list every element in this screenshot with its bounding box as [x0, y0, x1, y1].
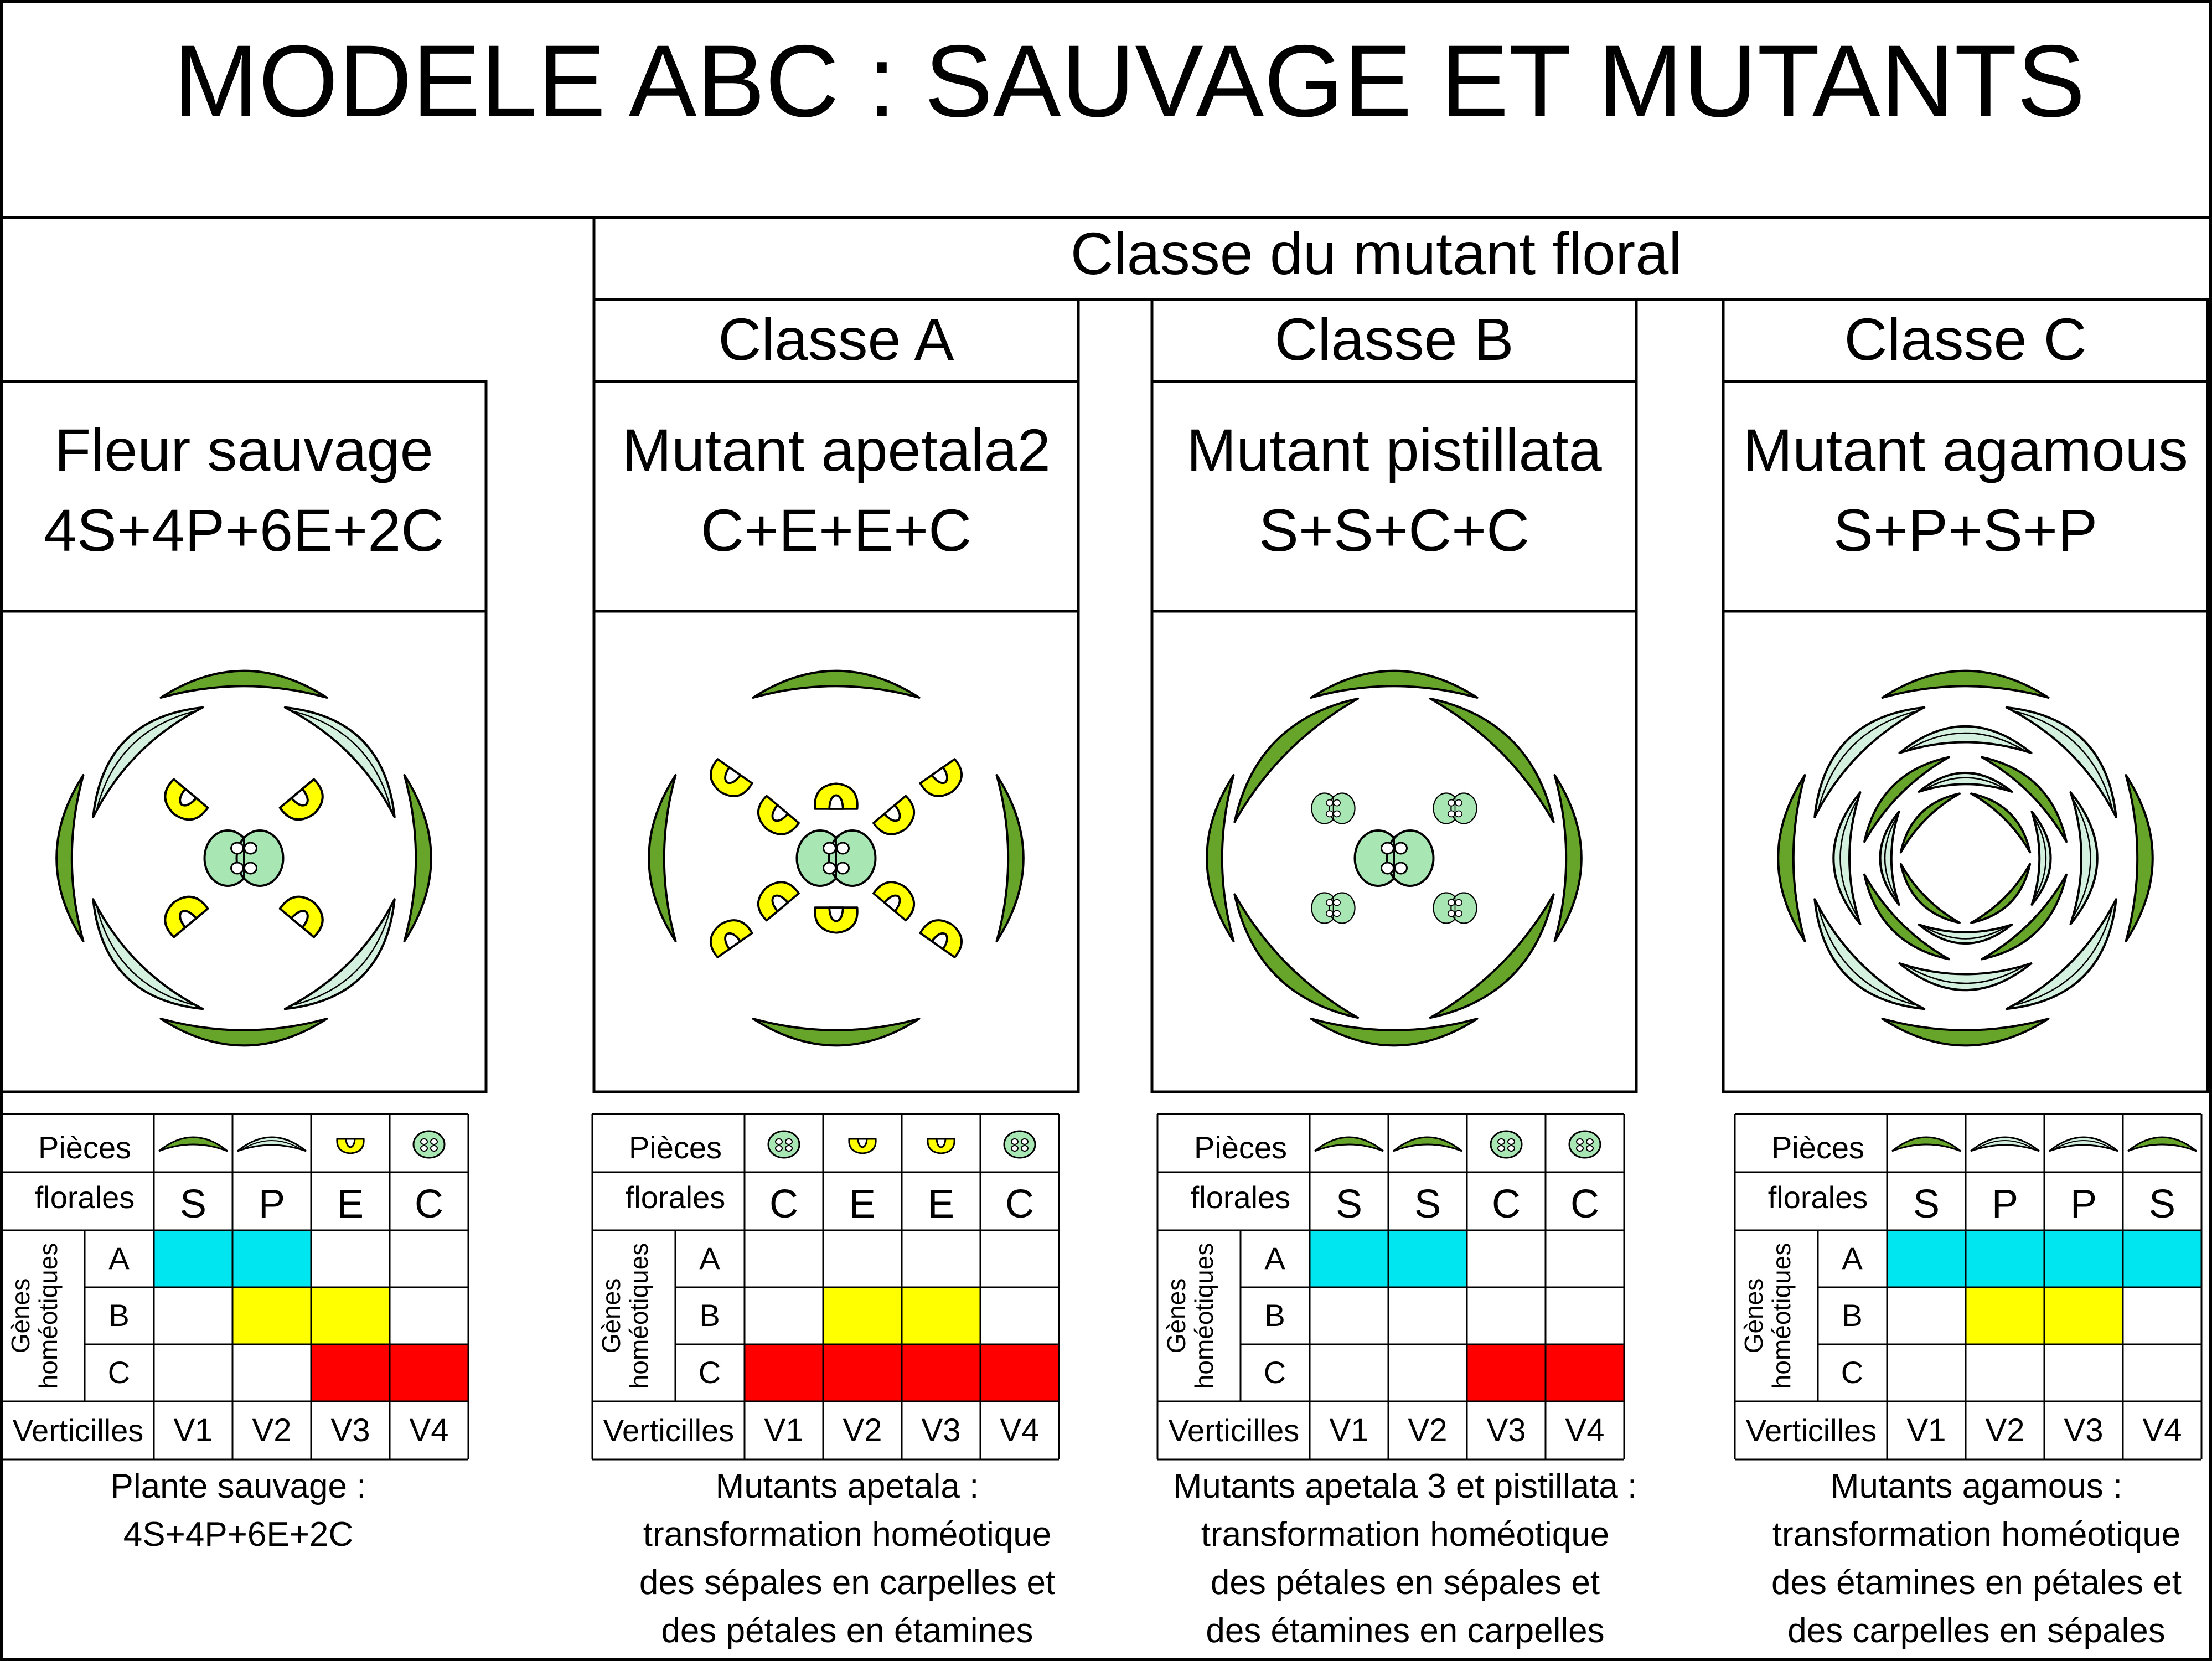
carpel-shape: [1433, 893, 1476, 924]
organ-icon-C: [768, 1131, 799, 1158]
caption-line: transformation homéotique: [1772, 1515, 2181, 1554]
stamen-shape: [280, 779, 331, 828]
pieces-label: florales: [1767, 1180, 1868, 1215]
panel-1: [2, 381, 486, 1554]
abc-table: [592, 1114, 1059, 1459]
sepal-shape: [2126, 775, 2153, 941]
organ-letter: P: [1991, 1182, 2019, 1226]
sepal-shape: [1883, 671, 2049, 698]
sepal-shape: [1207, 775, 1233, 941]
sepal-shape: [1982, 744, 2080, 842]
genes-label: Gènes: [1739, 1278, 1768, 1354]
gene-cell-B-3: [902, 1287, 980, 1344]
class-label: Classe A: [718, 306, 954, 373]
organ-icon-C: [414, 1131, 445, 1158]
organ-icon-E: [849, 1139, 876, 1153]
stamen-shape: [920, 912, 969, 957]
carpel-shape: [797, 830, 876, 886]
caption-line: des sépales en carpelles et: [639, 1564, 1056, 1602]
organ-letter: C: [1492, 1182, 1521, 1226]
organ-icon-S: [1892, 1137, 1961, 1151]
gene-cell-A-2: [1966, 1230, 2044, 1287]
organ-letter: C: [769, 1182, 798, 1226]
stamen-shape: [157, 779, 208, 828]
organ-letter: P: [258, 1182, 286, 1226]
stamen-shape: [750, 796, 799, 842]
gene-cell-B-3: [311, 1287, 390, 1344]
organ-icon-P: [2049, 1137, 2118, 1151]
stamen-shape: [815, 783, 857, 809]
genes-label: homéotiques: [1190, 1242, 1218, 1389]
gene-cell-B-2: [1966, 1287, 2044, 1344]
stamen-shape: [750, 874, 799, 920]
sepal-shape: [1311, 1019, 1477, 1045]
gene-row-label: B: [108, 1298, 130, 1333]
genes-label: homéotiques: [1767, 1242, 1796, 1389]
organ-icon-E: [928, 1139, 954, 1153]
organ-letter: C: [415, 1182, 443, 1226]
gene-cell-C-1: [745, 1344, 823, 1401]
organ-letter: S: [2148, 1182, 2176, 1226]
gene-cell-B-2: [232, 1287, 311, 1344]
organ-letter: E: [337, 1182, 364, 1226]
organ-icon-S: [159, 1137, 228, 1151]
gene-row-label: B: [1264, 1298, 1285, 1333]
sepal-shape: [161, 1019, 327, 1045]
genes-label: Gènes: [6, 1278, 35, 1354]
organ-letter: E: [927, 1182, 955, 1226]
flower-classA: [649, 671, 1024, 1046]
carpel-shape: [1311, 893, 1355, 924]
verticilles-label: Verticilles: [1168, 1413, 1300, 1448]
whorl-label: V1: [173, 1412, 213, 1448]
panel-2: [592, 300, 1078, 1650]
genes-label: homéotiques: [34, 1242, 63, 1389]
class-label: Classe B: [1274, 306, 1514, 373]
organ-letter: P: [2070, 1182, 2097, 1226]
pieces-label: florales: [1190, 1180, 1291, 1215]
gene-cell-A-2: [1388, 1230, 1467, 1287]
verticilles-label: Verticilles: [12, 1413, 144, 1448]
floral-formula: 4S+4P+6E+2C: [43, 497, 445, 564]
gene-cell-A-2: [232, 1230, 311, 1287]
organ-letter: C: [1005, 1182, 1034, 1226]
class-label: Classe C: [1844, 306, 2087, 373]
stamen-shape: [874, 796, 922, 842]
mutant-name: Mutant agamous: [1743, 416, 2188, 483]
gene-cell-B-3: [2044, 1287, 2123, 1344]
abc-table: [1157, 1114, 1624, 1459]
sepal-shape: [649, 775, 675, 941]
organ-letter: S: [179, 1182, 207, 1226]
organ-icon-P: [237, 1137, 306, 1151]
sepal-shape: [56, 775, 83, 941]
mutant-name: Mutant pistillata: [1186, 416, 1602, 483]
pieces-label: Pièces: [1771, 1130, 1865, 1165]
main-title: MODELE ABC : SAUVAGE ET MUTANTS: [173, 24, 2086, 138]
organ-icon-C: [1004, 1131, 1035, 1158]
petal-shape: [1833, 792, 1860, 924]
organ-icon-S: [2128, 1137, 2197, 1151]
gene-cell-C-3: [1467, 1344, 1546, 1401]
sepal-shape: [1311, 671, 1477, 698]
organ-letter: S: [1414, 1182, 1441, 1226]
whorl-label: V4: [1000, 1412, 1040, 1448]
gene-cell-C-3: [311, 1344, 390, 1401]
petal-shape: [2071, 792, 2097, 924]
gene-row-label: C: [698, 1355, 721, 1390]
sepal-shape: [161, 671, 327, 698]
flower-classC: [1778, 671, 2153, 1046]
organ-letter: S: [1913, 1182, 1940, 1226]
sepal-shape: [1883, 1019, 2049, 1045]
petal-shape: [1919, 925, 2012, 943]
floral-formula: S+P+S+P: [1833, 497, 2098, 564]
organ-icon-E: [337, 1139, 364, 1153]
gene-row-label: A: [108, 1241, 130, 1276]
sepal-shape: [1851, 744, 1949, 842]
petal-shape: [1900, 726, 2032, 753]
gene-row-label: C: [1263, 1355, 1286, 1390]
gene-cell-C-4: [980, 1344, 1059, 1401]
caption-line: Mutants apetala :: [715, 1467, 979, 1505]
gene-row-label: A: [1264, 1241, 1285, 1276]
organ-icon-S: [1393, 1137, 1462, 1151]
petal-shape: [2032, 812, 2051, 905]
carpel-shape: [1355, 830, 1434, 886]
gene-row-label: C: [1841, 1355, 1864, 1390]
abc-table: [2, 1114, 468, 1459]
gene-row-label: B: [699, 1298, 720, 1333]
whorl-label: V4: [409, 1412, 449, 1448]
caption-line: transformation homéotique: [1201, 1515, 1610, 1554]
gene-cell-A-1: [154, 1230, 232, 1287]
gene-cell-C-3: [902, 1344, 980, 1401]
petal-shape: [1919, 773, 2012, 792]
caption-line: des étamines en pétales et: [1771, 1564, 2182, 1602]
stamen-shape: [815, 907, 857, 933]
gene-cell-B-2: [823, 1287, 902, 1344]
class-header: Classe du mutant floral: [1070, 220, 1682, 287]
caption-line: 4S+4P+6E+2C: [123, 1515, 354, 1554]
whorl-label: V3: [1486, 1412, 1526, 1448]
flower-classB: [1207, 671, 1582, 1046]
mutant-name: Mutant apetala2: [622, 416, 1051, 483]
gene-cell-A-1: [1310, 1230, 1388, 1287]
gene-cell-A-3: [2044, 1230, 2123, 1287]
genes-label: Gènes: [597, 1278, 626, 1354]
gene-cell-C-4: [390, 1344, 468, 1401]
verticilles-label: Verticilles: [1745, 1413, 1877, 1448]
organ-icon-P: [1971, 1137, 2039, 1151]
gene-row-label: B: [1842, 1298, 1863, 1333]
stamen-shape: [703, 759, 752, 804]
gene-cell-C-2: [823, 1344, 902, 1401]
stamen-shape: [280, 888, 331, 937]
caption-line: des carpelles en sépales: [1787, 1612, 2166, 1650]
sepal-shape: [1778, 775, 1805, 941]
whorl-label: V2: [1985, 1412, 2025, 1448]
whorl-label: V1: [764, 1412, 804, 1448]
organ-icon-C: [1569, 1131, 1600, 1158]
genes-label: homéotiques: [624, 1242, 653, 1389]
whorl-label: V4: [1565, 1412, 1605, 1448]
gene-cell-A-1: [1887, 1230, 1966, 1287]
gene-cell-C-4: [1546, 1344, 1624, 1401]
sepal-shape: [405, 775, 431, 941]
whorl-label: V2: [252, 1412, 292, 1448]
whorl-label: V3: [2064, 1412, 2104, 1448]
petal-shape: [1880, 812, 1899, 905]
carpel-shape: [205, 830, 283, 886]
caption-line: des pétales en étamines: [661, 1612, 1033, 1650]
pieces-label: florales: [625, 1180, 726, 1215]
whorl-label: V1: [1329, 1412, 1369, 1448]
stamen-shape: [920, 759, 969, 804]
pieces-label: Pièces: [38, 1130, 132, 1165]
gene-row-label: A: [699, 1241, 720, 1276]
whorl-label: V2: [843, 1412, 882, 1448]
pieces-label: Pièces: [628, 1130, 722, 1165]
sepal-shape: [1982, 875, 2080, 973]
caption-line: des étamines en carpelles: [1206, 1612, 1605, 1650]
sepal-shape: [753, 671, 919, 698]
gene-row-label: C: [107, 1355, 131, 1390]
whorl-label: V1: [1906, 1412, 1946, 1448]
carpel-shape: [1433, 793, 1476, 824]
floral-formula: C+E+E+C: [700, 497, 972, 564]
panel-4: [1723, 300, 2208, 1650]
caption-line: Mutants agamous :: [1830, 1467, 2123, 1505]
carpel-shape: [1311, 793, 1355, 824]
organ-icon-S: [1315, 1137, 1383, 1151]
whorl-label: V3: [921, 1412, 961, 1448]
whorl-label: V3: [330, 1412, 370, 1448]
sepal-shape: [997, 775, 1024, 941]
stamen-shape: [874, 874, 922, 920]
organ-icon-C: [1491, 1131, 1522, 1158]
pieces-label: florales: [34, 1180, 135, 1215]
organ-letter: E: [849, 1182, 876, 1226]
genes-label: Gènes: [1162, 1278, 1191, 1354]
gene-cell-A-4: [2123, 1230, 2201, 1287]
whorl-label: V4: [2142, 1412, 2182, 1448]
caption-line: Plante sauvage :: [110, 1467, 366, 1505]
panel-3: [1152, 300, 1637, 1650]
floral-formula: S+S+C+C: [1258, 497, 1530, 564]
flower-wild: [56, 671, 431, 1046]
abc-table: [1735, 1114, 2201, 1459]
whorl-label: V2: [1408, 1412, 1448, 1448]
sepal-shape: [753, 1019, 919, 1045]
gene-row-label: A: [1842, 1241, 1863, 1276]
sepal-shape: [1851, 875, 1949, 973]
petal-shape: [1900, 963, 2032, 990]
stamen-shape: [703, 912, 752, 957]
verticilles-label: Verticilles: [603, 1413, 735, 1448]
organ-letter: S: [1335, 1182, 1363, 1226]
stamen-shape: [157, 888, 208, 937]
caption-line: des pétales en sépales et: [1210, 1564, 1600, 1602]
pieces-label: Pièces: [1193, 1130, 1288, 1165]
organ-letter: C: [1570, 1182, 1599, 1226]
caption-line: Mutants apetala 3 et pistillata :: [1173, 1467, 1637, 1505]
caption-line: transformation homéotique: [643, 1515, 1052, 1554]
sepal-shape: [1555, 775, 1582, 941]
mutant-name: Fleur sauvage: [54, 416, 433, 483]
